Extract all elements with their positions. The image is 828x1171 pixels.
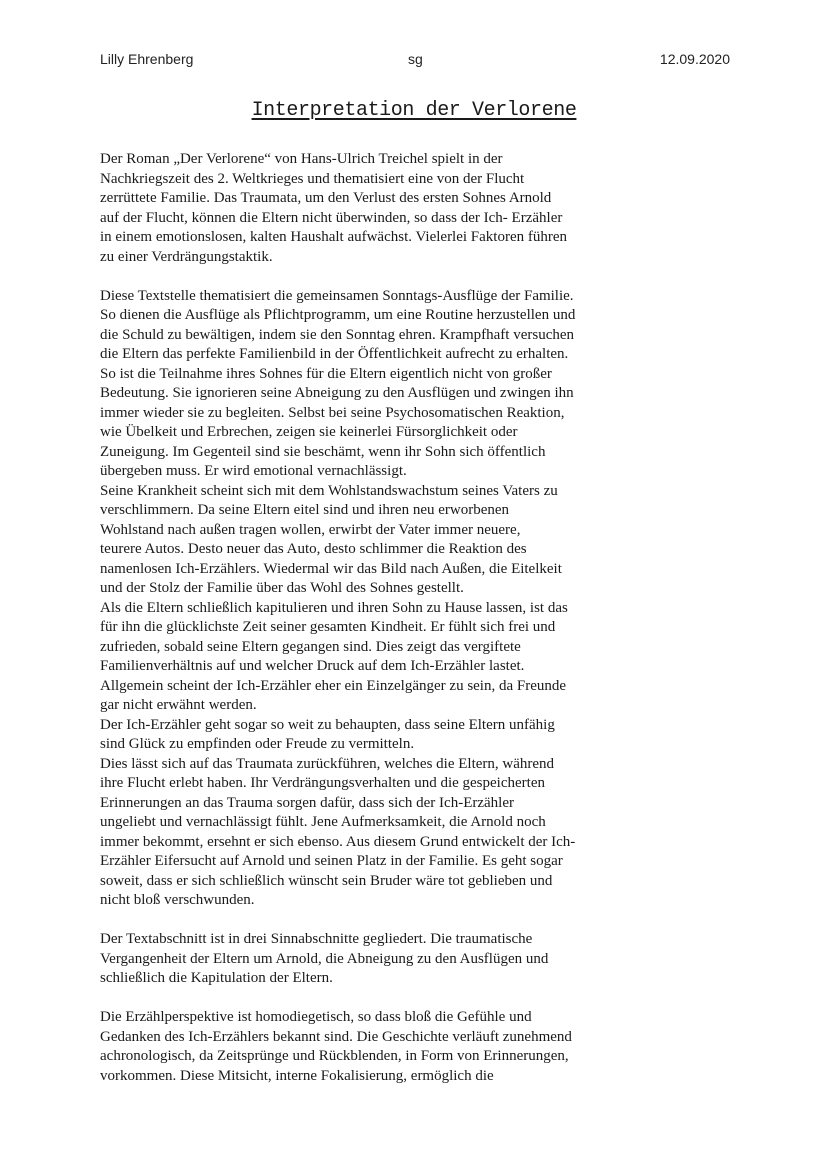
paragraph-4 [100, 1008, 740, 1086]
text-line: So dienen die Ausflüge als Pflichtprogramm, um eine Routine herzustellen und [100, 307, 576, 323]
document-title: Interpretation der Verlorene [251, 99, 577, 122]
text-line: Erzähler Eifersucht auf Arnold und seinen Platz in der Familie. Es geht sogar [100, 853, 563, 869]
paragraph-2 [100, 287, 740, 911]
text-line: Der Ich-Erzähler geht sogar so weit zu behaupten, dass seine Eltern unfähig [100, 716, 555, 733]
text-line: verschlimmern. Da seine Eltern eitel sind und ihren neu erworbenen [100, 502, 510, 518]
text-line: Die Erzählperspektive ist homodiegetisch, so dass bloß die Gefühle und [100, 1009, 532, 1025]
text-line: Vergangenheit der Eltern um Arnold, die Abneigung zu den Ausflügen und [100, 950, 549, 967]
text-line: So ist die Teilnahme ihres Sohnes für die Eltern eigentlich nicht von großer [100, 365, 552, 382]
text-line: Der Roman „Der Verlorene“ von Hans-Ulrich Treichel spielt in der [100, 151, 503, 167]
text-line: Gedanken des Ich-Erzählers bekannt sind. Die Geschichte verläuft zunehmend [100, 1028, 572, 1045]
text-line: schließlich die Kapitulation der Eltern. [100, 970, 333, 986]
text-line: Seine Krankheit scheint sich mit dem Wohlstandswachstum seines Vaters zu [100, 482, 558, 499]
text-line: und der Stolz der Familie über das Wohl des Sohnes gestellt. [100, 580, 464, 596]
text-line: Zuneigung. Im Gegenteil sind sie beschämt, wenn ihr Sohn sich öffentlich [100, 443, 546, 460]
text-line: nicht bloß verschwunden. [100, 892, 255, 908]
paragraph-gap [100, 989, 740, 1009]
text-line: Dies lässt sich auf das Traumata zurückführen, welches die Eltern, während [100, 755, 555, 772]
text-line: namenlosen Ich-Erzählers. Wiedermal wir das Bild nach Außen, die Eitelkeit [100, 560, 562, 577]
text-line: Erinnerungen an das Trauma sorgen dafür, dass sich der Ich-Erzähler [100, 794, 514, 811]
paragraph-1 [100, 150, 740, 267]
text-line: ihre Flucht erlebt haben. Ihr Verdrängungsverhalten und die gespeicherten [100, 775, 545, 791]
text-line: zerrüttete Familie. Das Traumata, um den Verlust des ersten Sohnes Arnold [100, 190, 552, 206]
text-line: wie Übelkeit und Erbrechen, zeigen sie keinerlei Fürsorglichkeit oder [100, 424, 518, 440]
text-line: sind Glück zu empfinden oder Freude zu vermitteln. [100, 736, 415, 752]
paragraph-3 [100, 930, 740, 989]
text-line: gar nicht erwähnt werden. [100, 697, 257, 713]
text-line: in einem emotionslosen, kalten Haushalt aufwächst. Vielerlei Faktoren führen [100, 229, 568, 245]
text-line: zu einer Verdrängungstaktik. [100, 248, 273, 265]
text-line: Wohlstand nach außen tragen wollen, erwirbt der Vater immer neuere, [100, 521, 521, 538]
header-date: 12.09.2020 [659, 51, 730, 67]
header-author: Lilly Ehrenberg [100, 51, 194, 67]
text-line: Familienverhältnis auf und welcher Druck auf dem Ich-Erzähler lastet. [100, 658, 525, 674]
text-line: Nachkriegszeit des 2. Weltkrieges und thematisiert eine von der Flucht [100, 170, 525, 187]
text-line: die Schuld zu bewältigen, indem sie den Sonntag ehren. Krampfhaft versuchen [100, 326, 575, 343]
text-line: Der Textabschnitt ist in drei Sinnabschnitte gegliedert. Die traumatische [100, 931, 533, 947]
text-line: ungeliebt und vernachlässigt fühlt. Jene Aufmerksamkeit, die Arnold noch [100, 814, 546, 830]
text-line: auf der Flucht, können die Eltern nicht überwinden, so dass der Ich- Erzähler [100, 209, 563, 226]
text-line: Bedeutung. Sie ignorieren seine Abneigung zu den Ausflügen und zwingen ihn [100, 385, 574, 401]
document-body [100, 150, 740, 1086]
text-line: immer bekommt, ersehnt er sich ebenso. Aus diesem Grund entwickelt der Ich- [100, 833, 576, 850]
text-line: für ihn die glücklichste Zeit seiner gesamten Kindheit. Er fühlt sich frei und [100, 619, 556, 635]
text-line: soweit, dass er sich schließlich wünscht sein Bruder wäre tot geblieben und [100, 872, 553, 889]
text-line: teurere Autos. Desto neuer das Auto, desto schlimmer die Reaktion des [100, 541, 527, 557]
text-line: die Eltern das perfekte Familienbild in der Öffentlichkeit aufrecht zu erhalten. [100, 346, 569, 362]
text-line: Allgemein scheint der Ich-Erzähler eher ein Einzelgänger zu sein, da Freunde [100, 677, 567, 694]
paragraph-gap [100, 911, 740, 931]
text-line: Als die Eltern schließlich kapitulieren und ihren Sohn zu Hause lassen, ist das [100, 599, 568, 616]
text-line: übergeben muss. Er wird emotional vernachlässigt. [100, 463, 407, 479]
paragraph-gap [100, 267, 740, 287]
text-line: Diese Textstelle thematisiert die gemeinsamen Sonntags-Ausflüge der Familie. [100, 287, 574, 304]
text-line: vorkommen. Diese Mitsicht, interne Fokalisierung, ermöglich die [100, 1067, 494, 1084]
header-course: sg [408, 51, 423, 67]
page-header [100, 51, 730, 73]
text-line: achronologisch, da Zeitsprünge und Rückblenden, in Form von Erinnerungen, [100, 1048, 569, 1064]
text-line: immer wieder sie zu begleiten. Selbst bei seine Psychosomatischen Reaktion, [100, 404, 565, 421]
text-line: zufrieden, sobald seine Eltern gegangen sind. Dies zeigt das vergiftete [100, 638, 521, 655]
